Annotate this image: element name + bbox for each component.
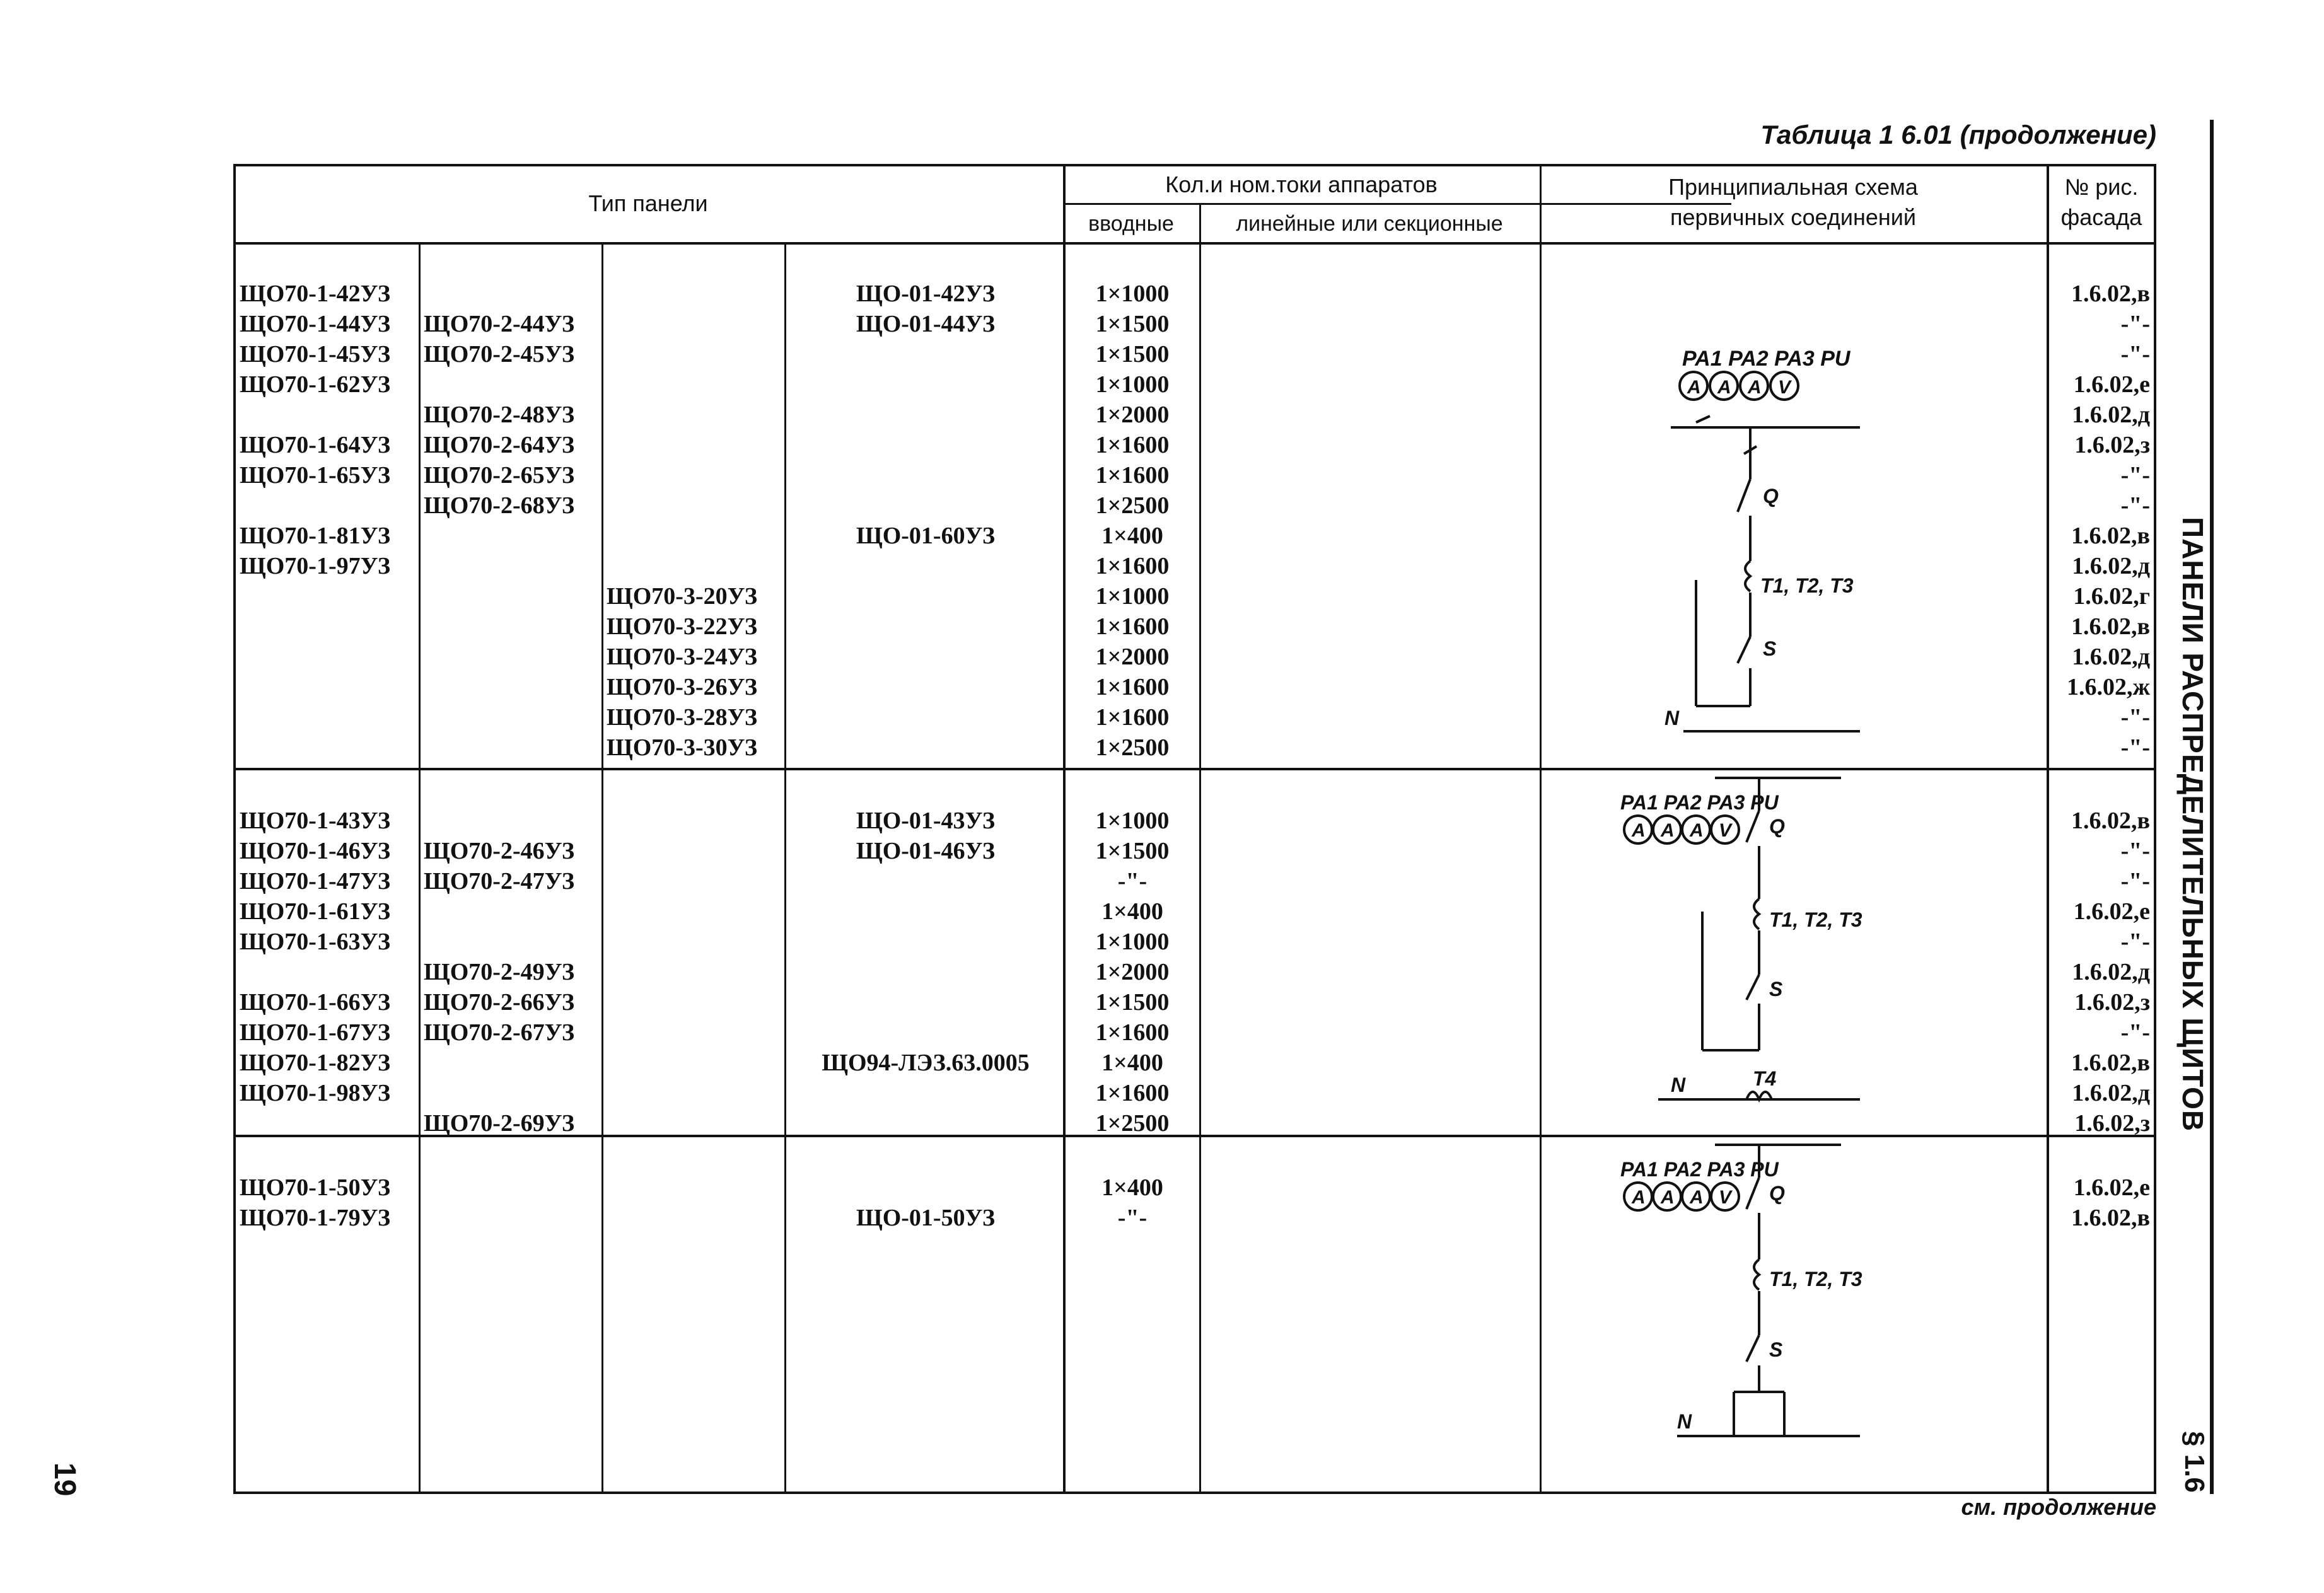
header-devices: Кол.и ном.токи аппаратов <box>1165 171 1438 197</box>
block-divider-1 <box>233 768 2156 770</box>
switch-s-label: S <box>1769 1338 1783 1361</box>
block3-col1: ЩО70-1-50УЗ ЩО70-1-79УЗ <box>240 1174 391 1231</box>
neutral-label: N <box>1665 707 1680 729</box>
switch-s-icon <box>1746 1335 1759 1362</box>
header-schema-line2: первичных соединений <box>1670 204 1917 230</box>
breaker-q-icon <box>1746 811 1759 842</box>
transformer-label: T1, T2, T3 <box>1769 1268 1862 1290</box>
transformer-label: T1, T2, T3 <box>1769 908 1862 931</box>
meter-labels-3: PA1 PA2 PA3 PU <box>1620 1158 1779 1181</box>
block2-col1: ЩО70-1-43УЗ ЩО70-1-46УЗ ЩО70-1-47УЗ ЩО70-1-61УЗ ЩО70-1-63УЗ ЩО70-1-66УЗ ЩО70-1-67УЗ ЩО70-1-82УЗ ЩО70-1-98УЗ <box>240 808 391 1106</box>
transformer-label: T1, T2, T3 <box>1760 574 1854 597</box>
switch-s-icon <box>1746 975 1759 1000</box>
bus-tick <box>1696 416 1710 422</box>
breaker-q-label: Q <box>1769 815 1785 838</box>
switch-s-label: S <box>1763 637 1777 660</box>
header-schema-line1: Принципиальная схема <box>1668 174 1918 200</box>
header-panel-type: Тип панели <box>588 190 708 216</box>
table-border-right <box>2154 164 2156 1494</box>
header-input: вводные <box>1088 212 1174 236</box>
block3-fig: 1.6.02,е 1.6.02,в <box>2071 1174 2150 1231</box>
side-rule <box>2210 120 2214 1494</box>
side-section: § 1.6 <box>2179 1431 2210 1493</box>
header-fig-line2: фасада <box>2060 204 2142 230</box>
col-line-2 <box>601 242 603 1494</box>
ammeter-1-label: A <box>1632 820 1646 841</box>
block1-col2: ЩО70-2-44УЗ ЩО70-2-45УЗ ЩО70-2-48УЗ ЩО70-2-64УЗ ЩО70-2-65УЗ ЩО70-2-68УЗ <box>424 311 575 519</box>
t4-label: T4 <box>1753 1067 1777 1090</box>
schema-diagram-2 <box>1545 773 2043 1132</box>
neutral-label: N <box>1677 1410 1692 1433</box>
col-line-3 <box>784 242 786 1494</box>
continuation-note: см. продолжение <box>1961 1494 2156 1520</box>
voltmeter-label: V <box>1719 1187 1732 1208</box>
header-divider <box>233 242 2156 245</box>
table-border-top <box>233 164 2156 166</box>
neutral-label: N <box>1671 1074 1686 1096</box>
schema-diagram-1 <box>1545 265 2043 756</box>
voltmeter-label: V <box>1778 377 1791 398</box>
schema-diagram-3 <box>1545 1140 2043 1490</box>
table-border-left <box>233 164 236 1494</box>
breaker-q-label: Q <box>1763 485 1779 507</box>
ammeter-2-label: A <box>1661 1187 1675 1208</box>
voltmeter-label: V <box>1719 820 1732 841</box>
page-number: 19 <box>48 1463 81 1497</box>
ammeter-1-label: A <box>1687 377 1701 398</box>
ammeter-2-label: A <box>1717 377 1731 398</box>
side-title: ПАНЕЛИ РАСПРЕДЕЛИТЕЛЬНЫХ ЩИТОВ <box>2176 517 2209 1132</box>
ammeter-3-label: A <box>1690 820 1704 841</box>
block3-col4: ЩО-01-50УЗ <box>856 1205 996 1231</box>
col-line-1 <box>419 242 421 1494</box>
block2-fig: 1.6.02,в -"- -"- 1.6.02,е -"- 1.6.02,д 1.6.02,з -"- 1.6.02,в 1.6.02,д 1.6.02,з <box>2071 808 2150 1137</box>
header-linear: линейные или секционные <box>1236 212 1503 236</box>
col-line-5 <box>1199 203 1201 1494</box>
ammeter-3-label: A <box>1748 377 1762 398</box>
ammeter-2-label: A <box>1661 820 1675 841</box>
block2-input: 1×1000 1×1500 -"- 1×400 1×1000 1×2000 1×1500 1×1600 1×400 1×1600 1×2500 <box>1095 808 1170 1137</box>
block1-col1: ЩО70-1-42УЗ ЩО70-1-44УЗ ЩО70-1-45УЗ ЩО70-1-62УЗ ЩО70-1-64УЗ ЩО70-1-65УЗ ЩО70-1-81УЗ ЩО70-1-97УЗ <box>240 281 391 579</box>
current-transformer-icon <box>1745 561 1750 591</box>
meter-labels-2: PA1 PA2 PA3 PU <box>1620 791 1779 814</box>
block1-col3: ЩО70-3-20УЗ ЩО70-3-22УЗ ЩО70-3-24УЗ ЩО70-3-26УЗ ЩО70-3-28УЗ ЩО70-3-30УЗ <box>607 583 758 761</box>
block1-input: 1×1000 1×1500 1×1500 1×1000 1×2000 1×1600 1×1600 1×2500 1×400 1×1600 1×1000 1×1600 1×2000 1×1600 1×1600 1×2500 <box>1095 281 1170 761</box>
col-line-6 <box>1540 164 1542 1494</box>
ammeter-1-label: A <box>1632 1187 1646 1208</box>
breaker-q-label: Q <box>1769 1182 1785 1205</box>
table-caption: Таблица 1 6.01 (продолжение) <box>1760 120 2156 149</box>
table-border-bottom <box>233 1492 2156 1494</box>
switch-s-icon <box>1738 637 1750 663</box>
header-fig-line1: № рис. <box>2064 174 2139 200</box>
block1-col4: ЩО-01-42УЗ ЩО-01-44УЗ ЩО-01-60УЗ <box>856 281 996 549</box>
breaker-q-icon <box>1746 1178 1759 1209</box>
block1-fig: 1.6.02,в -"- -"- 1.6.02,е 1.6.02,д 1.6.02,з -"- -"- 1.6.02,в 1.6.02,д 1.6.02,г 1.6.02,в 1.6.02,д 1.6.02,ж -"- -"- <box>2066 281 2150 761</box>
current-transformer-icon <box>1754 899 1759 929</box>
current-transformer-icon <box>1754 1260 1759 1290</box>
block2-col4: ЩО-01-43УЗ ЩО-01-46УЗ ЩО94-ЛЭЗ.63.0005 <box>822 808 1030 1076</box>
breaker-q-icon <box>1738 479 1750 512</box>
switch-s-label: S <box>1769 978 1783 1000</box>
meter-labels: PA1 PA2 PA3 PU <box>1682 347 1850 371</box>
block3-input: 1×400 -"- <box>1101 1174 1163 1231</box>
ammeter-3-label: A <box>1690 1187 1704 1208</box>
block2-col2: ЩО70-2-46УЗ ЩО70-2-47УЗ ЩО70-2-49УЗ ЩО70-2-66УЗ ЩО70-2-67УЗ ЩО70-2-69УЗ <box>424 838 575 1137</box>
panel-table <box>233 164 2156 1494</box>
